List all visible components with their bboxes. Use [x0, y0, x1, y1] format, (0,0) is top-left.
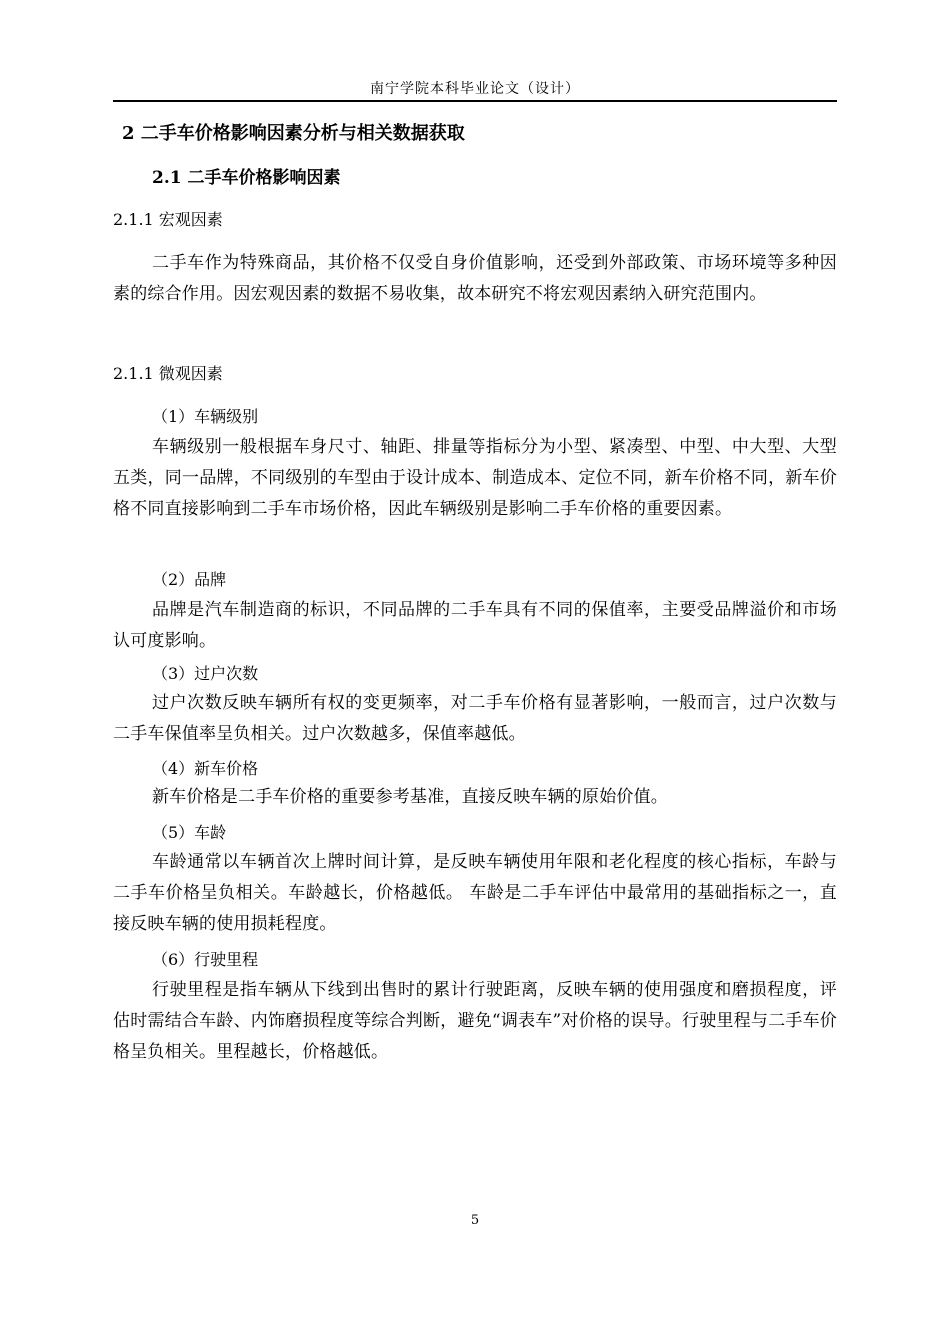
subsection-heading: 2.1 二手车价格影响因素 — [152, 168, 341, 188]
item-paragraph-new-car-price: 新车价格是二手车价格的重要参考基准，直接反映车辆的原始价值。 — [152, 787, 668, 807]
macro-paragraph: 二手车作为特殊商品，其价格不仅受自身价值影响，还受到外部政策、市场环境等多种因素的综合作用。因宏观因素的数据不易收集，故本研究不将宏观因素纳入研究范围内。 — [113, 253, 837, 304]
item-paragraph-mileage: 行驶里程是指车辆从下线到出售时的累计行驶距离，反映车辆的使用强度和磨损程度，评估时需结合车龄、内饰磨损程度等综合判断，避免“调表车”对价格的误导。行驶里程与二手车价格呈负相关。里程越长，价格越低。 — [113, 980, 837, 1062]
item-paragraph-transfers: 过户次数反映车辆所有权的变更频率，对二手车价格有显著影响，一般而言，过户次数与二手车保值率呈负相关。过户次数越多，保值率越低。 — [113, 693, 837, 744]
item-label-car-age: （5）车龄 — [152, 823, 227, 842]
item-label-new-car-price: （4）新车价格 — [152, 759, 259, 778]
item-label-vehicle-class: （1）车辆级别 — [152, 407, 259, 426]
micro-heading: 2.1.1 微观因素 — [113, 364, 223, 383]
item-label-transfers: （3）过户次数 — [152, 664, 259, 683]
item-paragraph-brand: 品牌是汽车制造商的标识，不同品牌的二手车具有不同的保值率，主要受品牌溢价和市场认可度影响。 — [113, 600, 837, 651]
macro-heading: 2.1.1 宏观因素 — [113, 210, 223, 229]
running-header: 南宁学院本科毕业论文（设计） — [370, 81, 580, 97]
header-rule — [113, 100, 837, 102]
item-label-mileage: （6）行驶里程 — [152, 950, 259, 969]
item-paragraph-vehicle-class: 车辆级别一般根据车身尺寸、轴距、排量等指标分为小型、紧凑型、中型、中大型、大型五类，同一品牌，不同级别的车型由于设计成本、制造成本、定位不同，新车价格不同，新车价格不同直接影响到二手车市场价格，因此车辆级别是影响二手车价格的重要因素。 — [113, 437, 837, 519]
item-paragraph-car-age: 车龄通常以车辆首次上牌时间计算，是反映车辆使用年限和老化程度的核心指标，车龄与二手车价格呈负相关。车龄越长，价格越低。 车龄是二手车评估中最常用的基础指标之一，直接反映车辆的使用损耗程度。 — [113, 852, 837, 934]
section-heading: 2 二手车价格影响因素分析与相关数据获取 — [122, 123, 465, 144]
page-number: 5 — [470, 1213, 480, 1228]
item-label-brand: （2）品牌 — [152, 570, 227, 589]
